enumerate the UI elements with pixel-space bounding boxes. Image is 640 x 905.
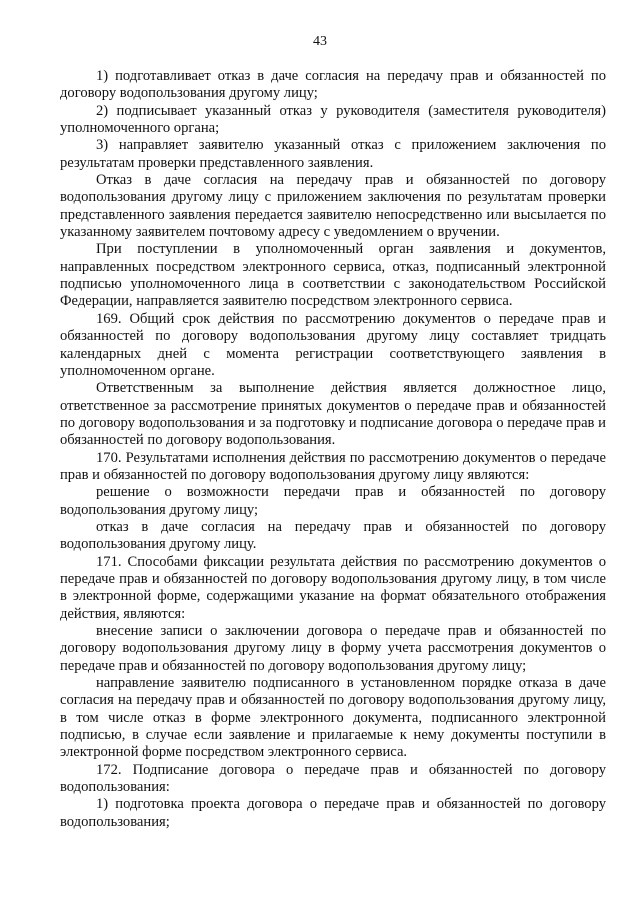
paragraph-refusal-consent: отказ в даче согласия на передачу прав и обязанностей по договору водопользования другому лицу. — [60, 518, 606, 553]
paragraph-decision-possibility: решение о возможности передачи прав и обязанностей по договору водопользования другому лицу; — [60, 484, 606, 518]
paragraph-responsible-official: Ответственным за выполнение действия является должностное лицо, ответственное за рассмотрение принятых документов о передаче прав и обязанностей по договору водопользования и за подготовку и подписание договора о передаче прав и обязанностей по договору водопользования. — [60, 380, 606, 449]
paragraph-send-refusal: направление заявителю подписанного в установленном порядке отказа в даче согласия на передачу прав и обязанностей по договору водопользования другому лицу, в том числе отказ в форме электронного документа, подписанного электронной подписью, в случае если заявление и прилагаемые к нему документы поступили в электронной форме посредством электронного сервиса. — [60, 675, 606, 761]
paragraph-172: 172. Подписание договора о передаче прав и обязанностей по договору водопользования: — [60, 761, 606, 796]
page-number: 43 — [313, 34, 327, 49]
paragraph-172-item-1: 1) подготовка проекта договора о передаче прав и обязанностей по договору водопользования; — [60, 796, 606, 830]
paragraph-item-1: 1) подготавливает отказ в даче согласия на передачу прав и обязанностей по договору водопользования другому лицу; — [60, 68, 606, 102]
paragraph-electronic-refusal: При поступлении в уполномоченный орган заявления и документов, направленных посредством электронного сервиса, отказ, подписанный электронной подписью уполномоченного лица в соответствии с законодательством Российской Федерации, направляется заявителю посредством электронного сервиса. — [60, 241, 606, 310]
document-body — [60, 68, 606, 831]
paragraph-171: 171. Способами фиксации результата действия по рассмотрению документов о передаче прав и обязанностей по договору водопользования другому лицу, в том числе в электронной форме, содержащими указание на формат обязательного отображения действия, являются: — [60, 553, 606, 622]
paragraph-170: 170. Результатами исполнения действия по рассмотрению документов о передаче прав и обязанностей по договору водопользования другому лицу являются: — [60, 449, 606, 483]
paragraph-refusal-delivery: Отказ в даче согласия на передачу прав и обязанностей по договору водопользования другому лицу с приложением заключения по результатам проверки представленного заявления передается заявителю непосредственно или высылается по указанному заявителем почтовому адресу с уведомлением о вручении. — [60, 172, 606, 241]
paragraph-item-3: 3) направляет заявителю указанный отказ с приложением заключения по результатам проверки представленного заявления. — [60, 137, 606, 171]
paragraph-169: 169. Общий срок действия по рассмотрению документов о передаче прав и обязанностей по договору водопользования другому лицу составляет тридцать календарных дней с момента регистрации соответствующего заявления в уполномоченном органе. — [60, 310, 606, 379]
paragraph-record-entry: внесение записи о заключении договора о передаче прав и обязанностей по договору водопользования другому лицу в форму учета рассмотрения документов о передаче прав и обязанностей по договору водопользования другому лицу; — [60, 623, 606, 674]
paragraph-item-2: 2) подписывает указанный отказ у руководителя (заместителя руководителя) уполномоченного органа; — [60, 102, 606, 137]
